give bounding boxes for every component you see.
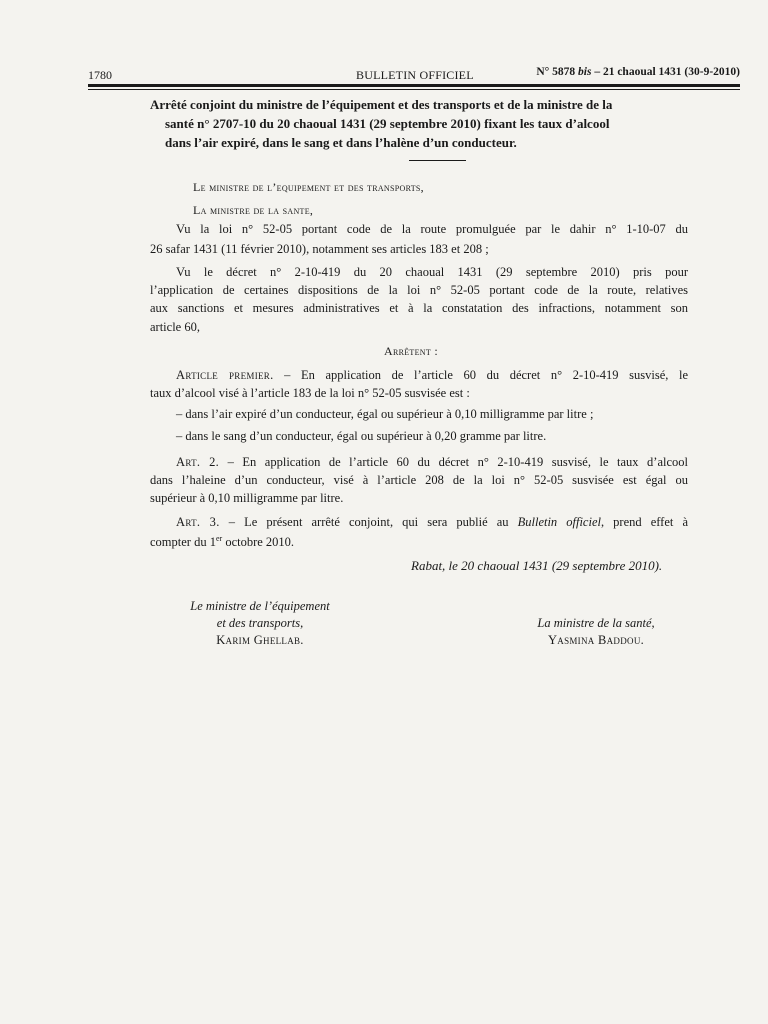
title-line-1: Arrêté conjoint du ministre de l’équipement et des transports et de la ministre de la xyxy=(150,97,613,112)
title-line-3: dans l’air expiré, dans le sang et dans l’halène d’un conducteur. xyxy=(165,135,517,150)
title-line-2: santé n° 2707-10 du 20 chaoual 1431 (29 septembre 2010) fixant les taux d’alcool xyxy=(165,116,610,131)
article-3-line-2: compter du 1er octobre 2010. xyxy=(150,534,295,550)
vu-1-line-2: 26 safar 1431 (11 février 2010), notamment ses articles 183 et 208 ; xyxy=(150,242,489,256)
article-2-label: Art. 2. xyxy=(176,455,220,469)
signature-left-title-2: et des transports, xyxy=(216,616,304,630)
signature-right-name: Yasmina Baddou. xyxy=(547,633,645,647)
issue-bis: bis xyxy=(578,66,592,78)
vu-2-line-2: l’application de certaines dispositions de la loi n° 52-05 portant code de la route, relatives xyxy=(150,283,688,297)
vu-1-line-1: Vu la loi n° 52-05 portant code de la route promulguée par le dahir n° 1-10-07 du xyxy=(176,222,688,236)
publication-name: BULLETIN OFFICIEL xyxy=(356,68,474,82)
article-1-label: Article premier. xyxy=(176,368,274,382)
signature-left-name: Karim Ghellab. xyxy=(216,633,304,647)
dateline: Rabat, le 20 chaoual 1431 (29 septembre 2010). xyxy=(411,558,663,573)
page-number: 1780 xyxy=(88,68,112,82)
article-1-line-2: taux d’alcool visé à l’article 183 de la loi n° 52-05 susvisée est : xyxy=(150,386,470,400)
bulletin-officiel-ref: Bulletin officiel xyxy=(517,515,601,529)
signature-right-title: La ministre de la santé, xyxy=(537,616,655,630)
signature-right xyxy=(496,615,696,649)
vu-2-line-1: Vu le décret n° 2-10-419 du 20 chaoual 1431 (29 septembre 2010) pris pour xyxy=(176,265,688,279)
vu-2-line-3: aux sanctions et mesures administratives et à la constatation des infractions, notamment son xyxy=(150,301,688,315)
page-header xyxy=(88,66,740,84)
article-3-line-1: Art. 3. – Le présent arrêté conjoint, qui sera publié au Bulletin officiel, prend effet à xyxy=(176,515,688,529)
article-2-line-1: Art. 2. – En application de l’article 60 du décret n° 2-10-419 susvisé, le taux d’alcool xyxy=(176,455,688,469)
article-2-line-3: supérieur à 0,10 milligramme par litre. xyxy=(150,491,344,505)
title-separator xyxy=(409,160,466,161)
article-2-line-2: dans l’haleine d’un conducteur, visé à l’article 208 de la loi n° 52-05 susvisée est égal ou xyxy=(150,473,688,487)
decree-title xyxy=(150,95,695,152)
minister-1: Le ministre de l’equipement et des transports, xyxy=(193,180,424,194)
article-3-label: Art. 3. xyxy=(176,515,220,529)
header-rule-thin xyxy=(88,89,740,90)
header-rule xyxy=(88,84,740,87)
vu-2-line-4: article 60, xyxy=(150,320,200,334)
issue-prefix: N° 5878 xyxy=(536,66,579,78)
arretent-heading: Arrêtent : xyxy=(384,344,438,358)
signature-left-title-1: Le ministre de l’équipement xyxy=(190,599,330,613)
minister-2: La ministre de la sante, xyxy=(193,203,314,217)
issue-info xyxy=(536,66,740,78)
article-1-item-1: – dans l’air expiré d’un conducteur, égal ou supérieur à 0,10 milligramme par litre ; xyxy=(176,407,594,421)
issue-suffix: – 21 chaoual 1431 (30-9-2010) xyxy=(591,66,740,78)
article-1-item-2: – dans le sang d’un conducteur, égal ou supérieur à 0,20 gramme par litre. xyxy=(176,429,547,443)
signature-left xyxy=(150,598,370,649)
article-1-line-1: Article premier. – En application de l’article 60 du décret n° 2-10-419 susvisé, le xyxy=(176,368,688,382)
